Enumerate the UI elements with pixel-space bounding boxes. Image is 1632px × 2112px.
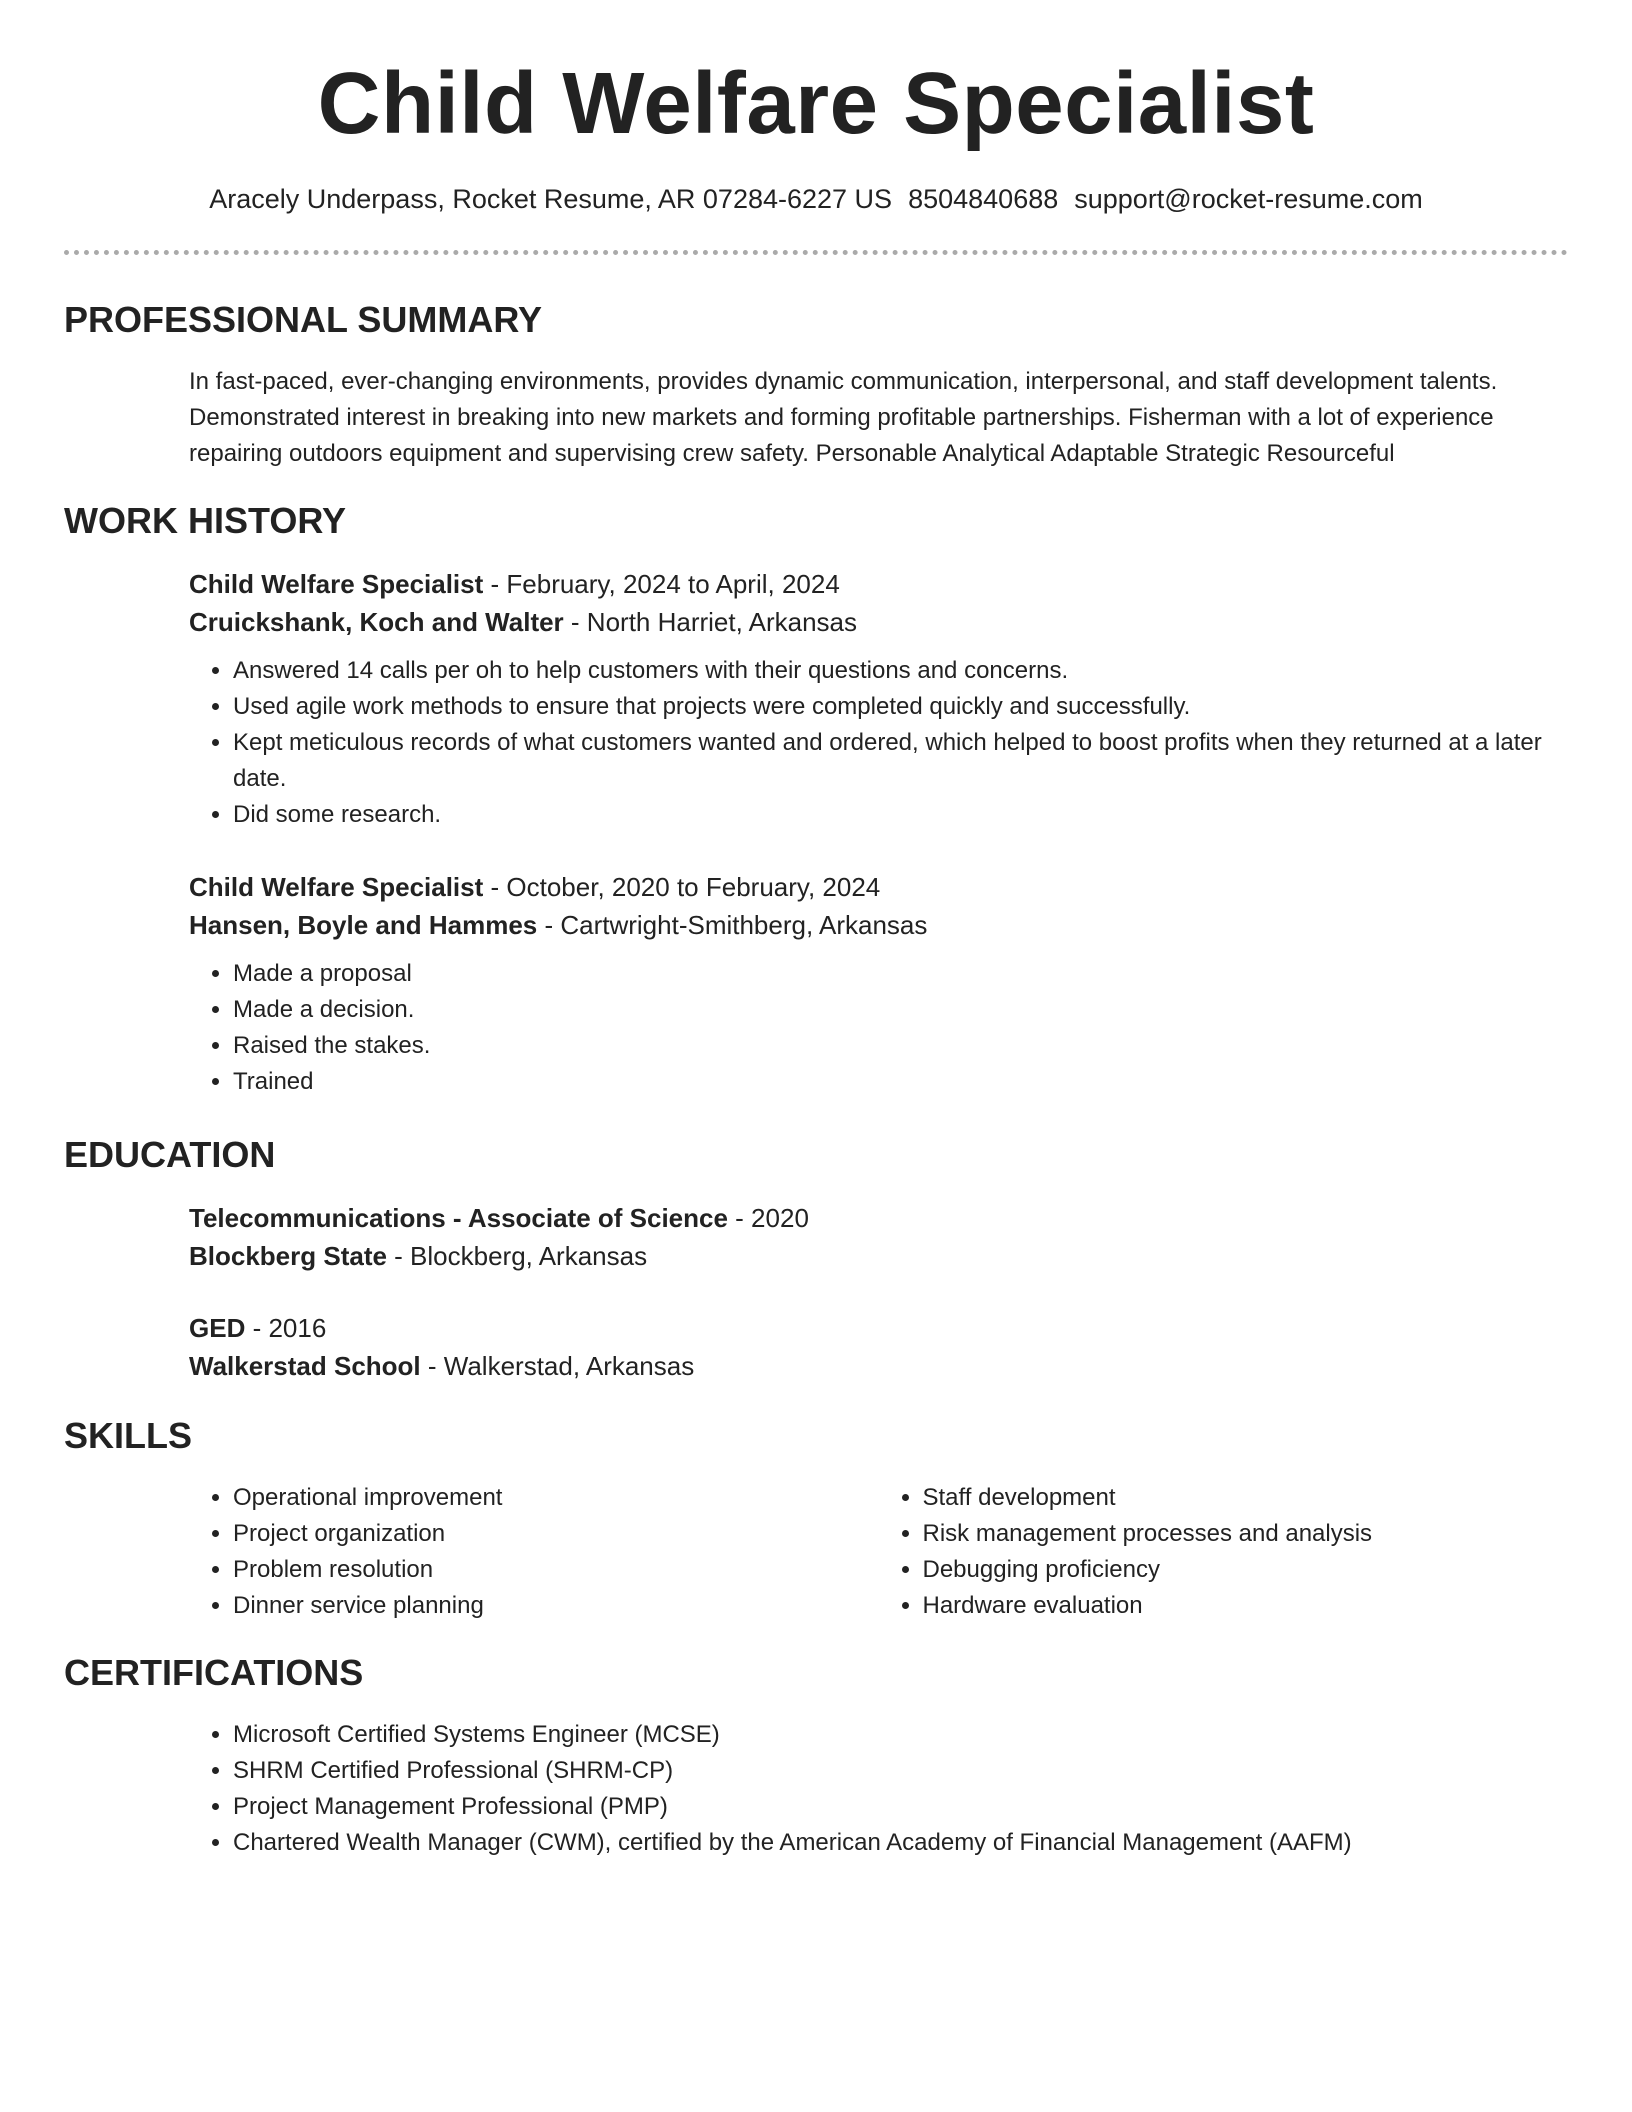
certification-item: • Chartered Wealth Manager (CWM), certified by the American Academy of Financial Management (AAFM) bbox=[233, 1825, 1568, 1861]
section-heading-education: EDUCATION bbox=[64, 1134, 276, 1175]
contact-line bbox=[0, 182, 1632, 217]
certifications-list bbox=[189, 1717, 1568, 1861]
education-year: - 2020 bbox=[727, 1203, 809, 1233]
job-bullets bbox=[189, 956, 1568, 1100]
education-degree: Telecommunications - Associate of Science bbox=[189, 1203, 728, 1233]
job-dates: - October, 2020 to February, 2024 bbox=[483, 872, 881, 902]
job-bullets bbox=[189, 653, 1568, 833]
section-heading-summary: PROFESSIONAL SUMMARY bbox=[64, 299, 543, 340]
header-divider bbox=[64, 250, 1568, 255]
skill-item: • Hardware evaluation bbox=[923, 1588, 1569, 1624]
job-company-line bbox=[189, 603, 1568, 641]
job-title: Child Welfare Specialist bbox=[189, 872, 484, 902]
education-location: - Walkerstad, Arkansas bbox=[420, 1351, 695, 1381]
skill-item: • Operational improvement bbox=[233, 1480, 879, 1516]
job-title-line bbox=[189, 868, 1568, 906]
education-school: Walkerstad School bbox=[189, 1351, 421, 1381]
skill-item: • Project organization bbox=[233, 1516, 879, 1552]
job-location: - Cartwright-Smithberg, Arkansas bbox=[537, 910, 928, 940]
education-degree-line bbox=[189, 1309, 1568, 1347]
skill-item: • Risk management processes and analysis bbox=[923, 1516, 1569, 1552]
contact-email: support@rocket-resume.com bbox=[1074, 184, 1423, 214]
job-title: Child Welfare Specialist bbox=[189, 569, 484, 599]
education-degree: GED bbox=[189, 1313, 246, 1343]
section-heading-work: WORK HISTORY bbox=[64, 500, 347, 541]
education-location: - Blockberg, Arkansas bbox=[386, 1241, 648, 1271]
contact-phone: 8504840688 bbox=[908, 184, 1059, 214]
job-bullet: • Answered 14 calls per oh to help customers with their questions and concerns. bbox=[233, 653, 1568, 689]
job-bullet: • Trained bbox=[233, 1064, 1568, 1100]
job-bullet: • Used agile work methods to ensure that projects were completed quickly and successfully. bbox=[233, 689, 1568, 725]
job-company-line bbox=[189, 906, 1568, 944]
skill-item: • Debugging proficiency bbox=[923, 1552, 1569, 1588]
skill-item: • Staff development bbox=[923, 1480, 1569, 1516]
education-degree-line bbox=[189, 1199, 1568, 1237]
certification-item: • SHRM Certified Professional (SHRM-CP) bbox=[233, 1753, 1568, 1789]
skills-list-right bbox=[879, 1480, 1569, 1624]
job-bullet: • Kept meticulous records of what customers wanted and ordered, which helped to boost profits when they returned at a later date. bbox=[233, 725, 1568, 797]
job-dates: - February, 2024 to April, 2024 bbox=[483, 569, 840, 599]
job-entry bbox=[189, 565, 1568, 833]
certifications-block bbox=[189, 1717, 1568, 1861]
job-location: - North Harriet, Arkansas bbox=[563, 607, 857, 637]
section-heading-certifications: CERTIFICATIONS bbox=[64, 1652, 364, 1693]
education-entry bbox=[189, 1309, 1568, 1385]
education-school-line bbox=[189, 1237, 1568, 1275]
job-bullet: • Made a decision. bbox=[233, 992, 1568, 1028]
education-school-line bbox=[189, 1347, 1568, 1385]
skill-item: • Problem resolution bbox=[233, 1552, 879, 1588]
skills-list-left bbox=[189, 1480, 879, 1624]
job-company: Cruickshank, Koch and Walter bbox=[189, 607, 564, 637]
job-entry bbox=[189, 868, 1568, 1100]
skills-columns bbox=[189, 1480, 1568, 1624]
job-title-line bbox=[189, 565, 1568, 603]
job-company: Hansen, Boyle and Hammes bbox=[189, 910, 538, 940]
summary-text: In fast-paced, ever-changing environments, provides dynamic communication, interpersonal, and staff development talents. Demonstrated interest in breaking into new markets and forming profitable partnerships. Fisherman with a lot of experience repairing outdoors equipment and supervising crew safety. Personable Analytical Adaptable Strategic Resourceful bbox=[189, 368, 1498, 467]
education-year: - 2016 bbox=[245, 1313, 327, 1343]
section-heading-skills: SKILLS bbox=[64, 1415, 193, 1456]
certification-item: • Microsoft Certified Systems Engineer (MCSE) bbox=[233, 1717, 1568, 1753]
education-entry bbox=[189, 1199, 1568, 1275]
education-school: Blockberg State bbox=[189, 1241, 387, 1271]
contact-address: Aracely Underpass, Rocket Resume, AR 07284-6227 US bbox=[209, 184, 893, 214]
skill-item: • Dinner service planning bbox=[233, 1588, 879, 1624]
certification-item: • Project Management Professional (PMP) bbox=[233, 1789, 1568, 1825]
job-bullet: • Raised the stakes. bbox=[233, 1028, 1568, 1064]
job-bullet: • Made a proposal bbox=[233, 956, 1568, 992]
job-bullet: • Did some research. bbox=[233, 797, 1568, 833]
skills-grid bbox=[189, 1480, 1568, 1624]
resume-title: Child Welfare Specialist bbox=[317, 55, 1315, 152]
